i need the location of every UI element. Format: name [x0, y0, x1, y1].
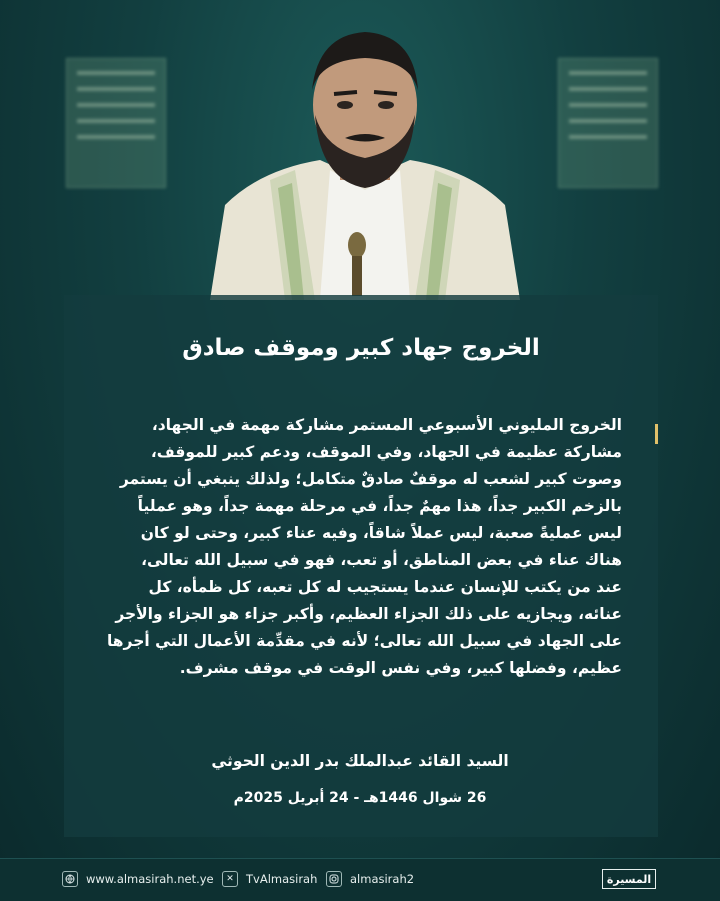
- quote-line: عند من يكتب للإنسان عندما يستجيب له كل تعبه، كل ظمأه، كل: [148, 578, 622, 596]
- quote-line: على الجهاد في سبيل الله تعالى؛ لأنه في مقدِّمة الأعمال التي أجرها: [106, 632, 622, 650]
- website-link[interactable]: [62, 871, 214, 887]
- headline: الخروج جهاد كبير وموقف صادق: [182, 335, 540, 361]
- background-plaque-left: [66, 58, 166, 188]
- website-text: www.almasirah.net.ye: [86, 872, 214, 886]
- instagram-text: almasirah2: [350, 872, 415, 886]
- instagram-icon: [326, 871, 342, 887]
- quote-line: ليس عمليةً صعبة، ليس عملاً شاقاً، وفيه عناء كبير، وحتى لو كان: [140, 524, 622, 542]
- date-line: 26 شوال 1446هـ - 24 أبريل 2025م: [233, 790, 487, 806]
- quote-line: الخروج المليوني الأسبوعي المستمر مشاركة مهمة في الجهاد،: [151, 416, 622, 434]
- background-plaque-right: [558, 58, 658, 188]
- quote-line: بالزخم الكبير جداً، هذا مهمٌ جداً، في مرحلة مهمة جداً، وهو عملياً: [137, 497, 622, 515]
- almasirah-logo: المسيرة: [602, 869, 656, 889]
- instagram-link[interactable]: [326, 871, 414, 887]
- x-icon: ✕: [222, 871, 238, 887]
- quote-line: هناك عناء في بعض المناطق، أو تعب، فهو في سبيل الله تعالى،: [141, 551, 622, 569]
- speaker-portrait: [200, 20, 530, 300]
- speaker-name: السيد القائد عبدالملك بدر الدين الحوثي: [211, 752, 509, 770]
- globe-icon: [62, 871, 78, 887]
- quote-line: وصوت كبير لشعب له موقفٌ صادقٌ متكامل؛ ولذلك ينبغي أن يستمر: [119, 470, 622, 488]
- footer-bar: [0, 858, 720, 901]
- x-link[interactable]: [222, 871, 317, 887]
- quote-body: [92, 412, 622, 682]
- quote-line: مشاركة عظيمة في الجهاد، وفي الموقف، ودعم كبير للموقف،: [150, 443, 622, 461]
- quote-line: عظيم، وفضلها كبير، وفي نفس الوقت في موقف مشرف.: [179, 659, 622, 677]
- accent-bar: [655, 424, 658, 444]
- quote-line: عنائه، ويجازيه على ذلك الجزاء العظيم، وأكبر جزاء هو الجزاء والأجر: [115, 605, 622, 623]
- x-handle-text: TvAlmasirah: [246, 872, 318, 886]
